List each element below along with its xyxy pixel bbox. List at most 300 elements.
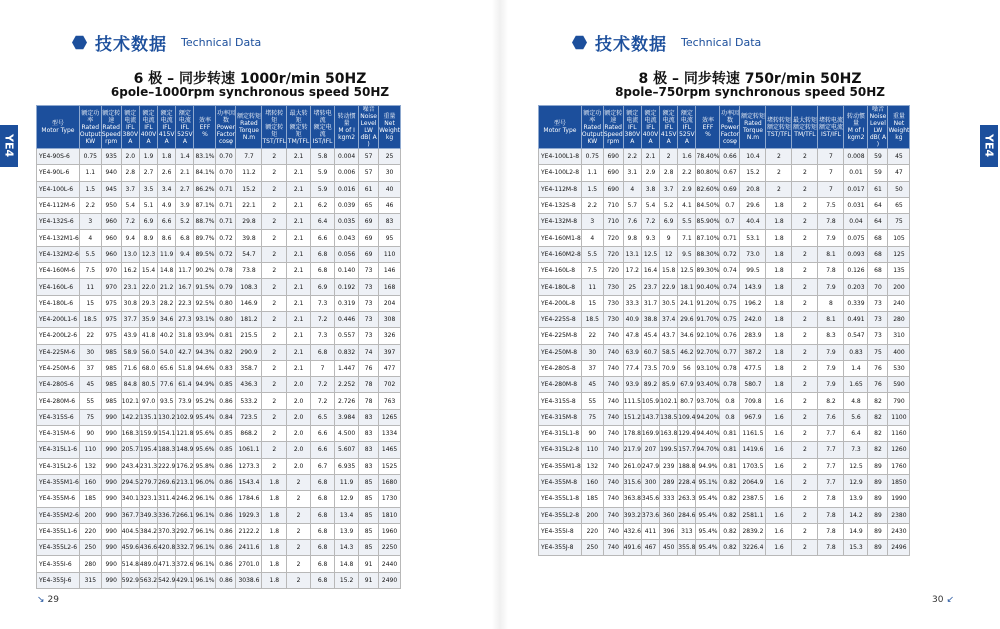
table-cell: 740 — [603, 360, 623, 376]
table-cell: 2581.1 — [740, 507, 766, 523]
table-cell: 92.10% — [696, 328, 720, 344]
table-cell: 7.7 — [818, 458, 844, 474]
table-cell: 68.0 — [139, 360, 157, 376]
column-header-line: 最大转矩 — [792, 116, 817, 124]
table-cell: 18.5 — [581, 311, 603, 327]
table-cell: 2 — [262, 393, 287, 409]
column-header-line: 额定电流 — [680, 109, 693, 124]
table-cell: 242.0 — [740, 311, 766, 327]
spec-table-6pole — [36, 105, 401, 589]
column-header-line: IFL — [126, 123, 135, 131]
table-cell: 250 — [79, 540, 101, 556]
table-cell: 82 — [868, 393, 888, 409]
table-cell: 0.547 — [844, 328, 868, 344]
table-row — [37, 311, 401, 327]
table-cell: 4.1 — [678, 197, 696, 213]
table-cell: 2.9 — [641, 165, 659, 181]
table-cell: 985 — [101, 393, 121, 409]
table-row — [539, 295, 910, 311]
motor-type-cell: YE4-355J-8 — [539, 540, 582, 556]
table-row — [539, 328, 910, 344]
table-cell: 95.8% — [194, 458, 216, 474]
table-cell: 95.1% — [696, 474, 720, 490]
table-cell: 290.9 — [236, 344, 262, 360]
table-title-cn: 6 极 – 同步转速 1000r/min 50HZ — [133, 71, 367, 87]
table-cell: 75 — [581, 409, 603, 425]
table-title-cn: 8 极 – 同步转速 750r/min 50HZ — [638, 71, 862, 87]
table-cell: 332.7 — [176, 540, 194, 556]
table-cell: 2.1 — [641, 149, 659, 165]
table-cell: 11.9 — [158, 246, 176, 262]
table-cell: 7.7 — [236, 149, 262, 165]
table-cell: 7.8 — [818, 491, 844, 507]
table-cell: 9.3 — [641, 230, 659, 246]
table-cell: 83.1% — [194, 149, 216, 165]
table-cell: 5.8 — [311, 149, 335, 165]
table-cell: 345.6 — [641, 491, 659, 507]
table-cell: 16.4 — [641, 263, 659, 279]
table-cell: 2 — [287, 572, 311, 588]
table-cell: 2.1 — [287, 230, 311, 246]
table-cell: 85 — [359, 523, 379, 539]
table-row — [37, 197, 401, 213]
column-header — [678, 106, 696, 149]
table-cell: 2.0 — [287, 426, 311, 442]
table-cell: 450 — [660, 540, 678, 556]
table-row — [539, 377, 910, 393]
column-header-line: Rated Torque — [742, 120, 763, 134]
motor-type-cell: YE4-132S-6 — [37, 214, 80, 230]
table-cell: 4 — [79, 230, 101, 246]
table-cell: 89.7% — [194, 230, 216, 246]
column-header-line: 功率因数 — [720, 109, 739, 124]
table-cell: 42.7 — [176, 344, 194, 360]
column-header-line: 额定转矩 — [289, 123, 308, 138]
table-cell: 89 — [868, 540, 888, 556]
table-cell: 89.30% — [696, 263, 720, 279]
table-row — [37, 474, 401, 490]
table-cell: 292.7 — [176, 523, 194, 539]
table-cell: 1543.4 — [236, 474, 262, 490]
column-header-line: 415V — [158, 130, 175, 138]
table-row — [37, 377, 401, 393]
table-cell: 411 — [641, 523, 659, 539]
table-cell: 0.75 — [581, 149, 603, 165]
table-row — [37, 246, 401, 262]
column-header — [216, 106, 236, 149]
table-cell: 195.4 — [139, 442, 157, 458]
table-cell: 1.6 — [766, 393, 792, 409]
table-cell: 220 — [79, 523, 101, 539]
table-cell: 6.8 — [176, 230, 194, 246]
table-cell: 73 — [359, 279, 379, 295]
table-cell: 2 — [262, 165, 287, 181]
table-cell: 0.85 — [216, 426, 236, 442]
table-cell: 990 — [101, 442, 121, 458]
table-cell: 91.5% — [194, 279, 216, 295]
table-cell: 363.8 — [623, 491, 641, 507]
column-header-line: % — [705, 130, 711, 138]
table-cell: 61.4 — [176, 377, 194, 393]
table-cell: 432.6 — [623, 523, 641, 539]
table-row — [37, 393, 401, 409]
table-cell: 8.6 — [158, 230, 176, 246]
table-cell: 370.3 — [158, 523, 176, 539]
table-cell: 0.008 — [844, 149, 868, 165]
table-cell: 80.7 — [678, 393, 696, 409]
table-cell: 5.5 — [581, 246, 603, 262]
table-cell: 1784.6 — [236, 491, 262, 507]
column-header-line: Power Factor — [216, 123, 236, 138]
table-cell: 73 — [868, 328, 888, 344]
table-cell: 960 — [101, 214, 121, 230]
table-cell: 0.140 — [335, 263, 359, 279]
table-cell: 6.8 — [311, 540, 335, 556]
table-cell: 93.40% — [696, 377, 720, 393]
table-cell: 3.7 — [121, 181, 139, 197]
table-cell: 1160 — [888, 426, 910, 442]
table-cell: 580.7 — [740, 377, 766, 393]
table-cell: 2 — [262, 230, 287, 246]
table-cell: 2 — [262, 360, 287, 376]
table-cell: 82 — [868, 442, 888, 458]
table-cell: 37 — [79, 360, 101, 376]
table-cell: 75 — [888, 214, 910, 230]
table-cell: 945 — [101, 181, 121, 197]
column-header-line: Noise Level — [869, 113, 887, 127]
table-cell: 37.7 — [121, 311, 139, 327]
table-cell: 163.8 — [660, 426, 678, 442]
table-cell: 970 — [101, 279, 121, 295]
table-cell: 7.9 — [818, 279, 844, 295]
table-cell: 2.0 — [287, 393, 311, 409]
table-row — [539, 246, 910, 262]
table-cell: 7.3 — [844, 442, 868, 458]
table-cell: 3226.4 — [740, 540, 766, 556]
table-cell: 2.1 — [287, 279, 311, 295]
table-cell: 94.9% — [194, 377, 216, 393]
column-header-line: 噪音 — [871, 106, 884, 113]
table-cell: 15.2 — [335, 572, 359, 588]
motor-type-cell: YE4-112M-6 — [37, 197, 80, 213]
table-cell: 284.6 — [678, 507, 696, 523]
table-cell: 702 — [379, 377, 401, 393]
table-cell: 222.9 — [158, 458, 176, 474]
table-cell: 1.8 — [262, 474, 287, 490]
table-cell: 1.8 — [766, 246, 792, 262]
table-cell: 740 — [603, 426, 623, 442]
table-cell: 10.4 — [740, 149, 766, 165]
table-cell: 960 — [101, 246, 121, 262]
table-cell: 11.2 — [236, 165, 262, 181]
column-header-line: 400V — [642, 130, 659, 138]
table-cell: 3038.6 — [236, 572, 262, 588]
section-header — [72, 30, 261, 55]
table-cell: 1.6 — [766, 458, 792, 474]
table-cell: 420.8 — [158, 540, 176, 556]
table-cell: 57 — [359, 165, 379, 181]
table-cell: 294.5 — [121, 474, 139, 490]
table-cell: 17.2 — [623, 263, 641, 279]
table-cell: 0.71 — [216, 181, 236, 197]
table-cell: 160 — [581, 474, 603, 490]
column-header-line: Net Weight — [379, 120, 400, 134]
table-cell: 69 — [359, 246, 379, 262]
table-cell: 3 — [79, 214, 101, 230]
table-cell: 2 — [262, 263, 287, 279]
table-cell: 2 — [766, 181, 792, 197]
table-cell: 763 — [379, 393, 401, 409]
table-cell: 0.82 — [720, 540, 740, 556]
table-cell: 1.6 — [766, 442, 792, 458]
table-cell: 384.2 — [139, 523, 157, 539]
table-row — [37, 556, 401, 572]
table-row — [539, 491, 910, 507]
motor-type-cell: YE4-200L2-6 — [37, 328, 80, 344]
table-cell: 95.4% — [696, 523, 720, 539]
table-cell: 0.86 — [216, 556, 236, 572]
table-cell: 2 — [792, 360, 818, 376]
table-cell: 95.4% — [194, 409, 216, 425]
table-cell: 690 — [603, 181, 623, 197]
table-cell: 12.3 — [139, 246, 157, 262]
page-number: 30 ↙ — [932, 595, 954, 605]
table-cell: 0.75 — [79, 149, 101, 165]
table-cell: 0.67 — [720, 165, 740, 181]
table-row — [37, 491, 401, 507]
table-cell: 159.9 — [139, 426, 157, 442]
table-row — [539, 442, 910, 458]
motor-type-cell: YE4-160M-6 — [37, 263, 80, 279]
table-cell: 2 — [262, 344, 287, 360]
table-cell: 1.8 — [766, 263, 792, 279]
table-cell: 960 — [101, 230, 121, 246]
table-cell: 6.8 — [311, 556, 335, 572]
column-header-line: IFL — [180, 123, 190, 131]
table-cell: 91.70% — [696, 311, 720, 327]
motor-type-cell: YE4-315S-8 — [539, 393, 582, 409]
table-cell: 467 — [641, 540, 659, 556]
column-header — [641, 106, 659, 149]
table-cell: 7.9 — [818, 360, 844, 376]
column-header — [603, 106, 623, 149]
table-cell: 185 — [79, 491, 101, 507]
table-cell: 2 — [287, 491, 311, 507]
table-cell: 740 — [603, 507, 623, 523]
column-header-line: 额定转矩 — [766, 123, 791, 131]
table-cell: 240 — [888, 295, 910, 311]
table-cell: 0.74 — [720, 263, 740, 279]
table-cell: 6.6 — [158, 214, 176, 230]
column-header — [720, 106, 740, 149]
table-cell: 2.0 — [287, 442, 311, 458]
table-cell: 37.4 — [660, 311, 678, 327]
table-cell: 0.76 — [720, 328, 740, 344]
column-header-line: Power Factor — [720, 123, 740, 138]
table-cell: 12 — [660, 246, 678, 262]
table-cell: 1.8 — [766, 295, 792, 311]
table-cell: 75 — [79, 409, 101, 425]
table-cell: 13.1 — [623, 246, 641, 262]
table-cell: 2.0 — [121, 149, 139, 165]
table-cell: 2839.2 — [740, 523, 766, 539]
table-cell: 2.2 — [79, 197, 101, 213]
table-cell: 2490 — [379, 572, 401, 588]
table-cell: 477.5 — [740, 360, 766, 376]
table-cell: 247.9 — [641, 458, 659, 474]
table-cell: 990 — [101, 556, 121, 572]
column-header-line: N.m — [242, 134, 256, 141]
table-cell: 6.8 — [311, 507, 335, 523]
table-cell: 720 — [603, 263, 623, 279]
table-cell: 28.2 — [158, 295, 176, 311]
table-cell: 1.8 — [766, 311, 792, 327]
table-cell: 64 — [868, 214, 888, 230]
table-cell: 2.1 — [287, 344, 311, 360]
header-en: Technical Data — [181, 36, 262, 49]
table-cell: 0.81 — [720, 442, 740, 458]
table-cell: 61 — [868, 181, 888, 197]
table-cell: 2 — [792, 149, 818, 165]
table-cell: 57 — [359, 149, 379, 165]
table-cell: 59 — [868, 165, 888, 181]
table-cell: 34.6 — [158, 311, 176, 327]
table-cell: 31.8 — [176, 328, 194, 344]
column-header — [539, 106, 582, 149]
table-cell: 73 — [359, 311, 379, 327]
table-cell: 199.5 — [660, 442, 678, 458]
table-cell: 9 — [660, 230, 678, 246]
table-cell: 6.8 — [311, 474, 335, 490]
table-cell: 43.9 — [121, 328, 139, 344]
column-header — [740, 106, 766, 149]
table-cell: 975 — [101, 328, 121, 344]
table-cell: 0.446 — [335, 311, 359, 327]
table-cell: 542.9 — [158, 572, 176, 588]
table-cell: 0.82 — [720, 507, 740, 523]
table-cell: 87.10% — [696, 230, 720, 246]
table-row — [539, 426, 910, 442]
table-cell: 20.8 — [740, 181, 766, 197]
table-cell: 2 — [660, 149, 678, 165]
table-row — [539, 214, 910, 230]
column-header-line: IFL — [682, 123, 692, 131]
table-cell: 2.8 — [121, 165, 139, 181]
table-cell: 436.3 — [236, 377, 262, 393]
column-header — [581, 106, 603, 149]
table-cell: 88.30% — [696, 246, 720, 262]
table-cell: 13.9 — [844, 491, 868, 507]
column-header-line: IST/IFL — [821, 130, 841, 138]
table-cell: 168.3 — [121, 426, 139, 442]
table-cell: 0.72 — [216, 246, 236, 262]
column-header-line: EFF — [199, 123, 211, 131]
table-cell: 0.035 — [335, 214, 359, 230]
table-cell: 91 — [359, 572, 379, 588]
table-cell: 18.5 — [79, 311, 101, 327]
table-cell: 2 — [262, 279, 287, 295]
table-cell: 0.78 — [720, 360, 740, 376]
motor-type-cell: YE4-315L1-6 — [37, 442, 80, 458]
table-cell: 0.72 — [720, 246, 740, 262]
table-cell: 1680 — [379, 474, 401, 490]
column-header-line: IST/IFL — [312, 137, 333, 145]
table-cell: 200 — [79, 507, 101, 523]
table-cell: 1525 — [379, 458, 401, 474]
table-cell: 46 — [379, 197, 401, 213]
table-cell: 340.1 — [121, 491, 139, 507]
motor-type-cell: YE4-180L-6 — [37, 295, 80, 311]
table-cell: 326 — [379, 328, 401, 344]
table-cell: 0.82 — [720, 523, 740, 539]
table-cell: 2 — [792, 328, 818, 344]
table-row — [539, 311, 910, 327]
table-cell: 1760 — [888, 458, 910, 474]
table-cell: 5.2 — [176, 214, 194, 230]
column-header — [139, 106, 157, 149]
table-row — [37, 149, 401, 165]
column-header-line: 额定电流 — [142, 109, 155, 124]
table-cell: 0.319 — [335, 295, 359, 311]
table-cell: 11.7 — [176, 263, 194, 279]
table-cell: 2.1 — [287, 328, 311, 344]
table-row — [37, 458, 401, 474]
table-cell: 7.5 — [581, 263, 603, 279]
table-cell: 96.1% — [194, 507, 216, 523]
table-cell: 2.1 — [287, 246, 311, 262]
table-row — [539, 165, 910, 181]
table-row — [539, 149, 910, 165]
motor-type-cell: YE4-315L2-6 — [37, 458, 80, 474]
table-cell: 83 — [359, 458, 379, 474]
table-cell: 730 — [603, 279, 623, 295]
table-cell: 740 — [603, 328, 623, 344]
table-cell: 73.0 — [740, 246, 766, 262]
table-cell: 0.86 — [216, 572, 236, 588]
table-cell: 2.1 — [287, 360, 311, 376]
table-cell: 2.252 — [335, 377, 359, 393]
column-header-line: IFL — [162, 123, 171, 131]
table-row — [37, 572, 401, 588]
table-cell: 77.6 — [158, 377, 176, 393]
table-cell: 22.0 — [139, 279, 157, 295]
column-header-line: 堵转电流 — [313, 109, 332, 124]
motor-type-cell: YE4-132M2-6 — [37, 246, 80, 262]
table-cell: 7.2 — [311, 311, 335, 327]
column-header-line: 额定电流 — [178, 109, 191, 124]
table-cell: 6.9 — [311, 279, 335, 295]
table-cell: 239 — [660, 458, 678, 474]
motor-type-cell: YE4-280S-8 — [539, 360, 582, 376]
table-cell: 592.9 — [121, 572, 139, 588]
column-header-line: 额定电流 — [662, 109, 675, 124]
hexagon-icon — [72, 35, 87, 50]
table-cell: 24.1 — [678, 295, 696, 311]
table-cell: 78 — [359, 377, 379, 393]
table-cell: 1929.3 — [236, 507, 262, 523]
motor-type-cell: YE4-160M1-8 — [539, 230, 582, 246]
table-cell: 65 — [359, 197, 379, 213]
table-cell: 740 — [603, 393, 623, 409]
motor-type-cell: YE4-112M-8 — [539, 181, 582, 197]
table-cell: 2.1 — [287, 181, 311, 197]
column-header-line: dB( A ) — [869, 134, 887, 148]
motor-type-cell: YE4-355M2-6 — [37, 507, 80, 523]
table-row — [37, 360, 401, 376]
table-cell: 0.81 — [720, 458, 740, 474]
table-cell: 73 — [359, 295, 379, 311]
table-cell: 3.9 — [176, 197, 194, 213]
